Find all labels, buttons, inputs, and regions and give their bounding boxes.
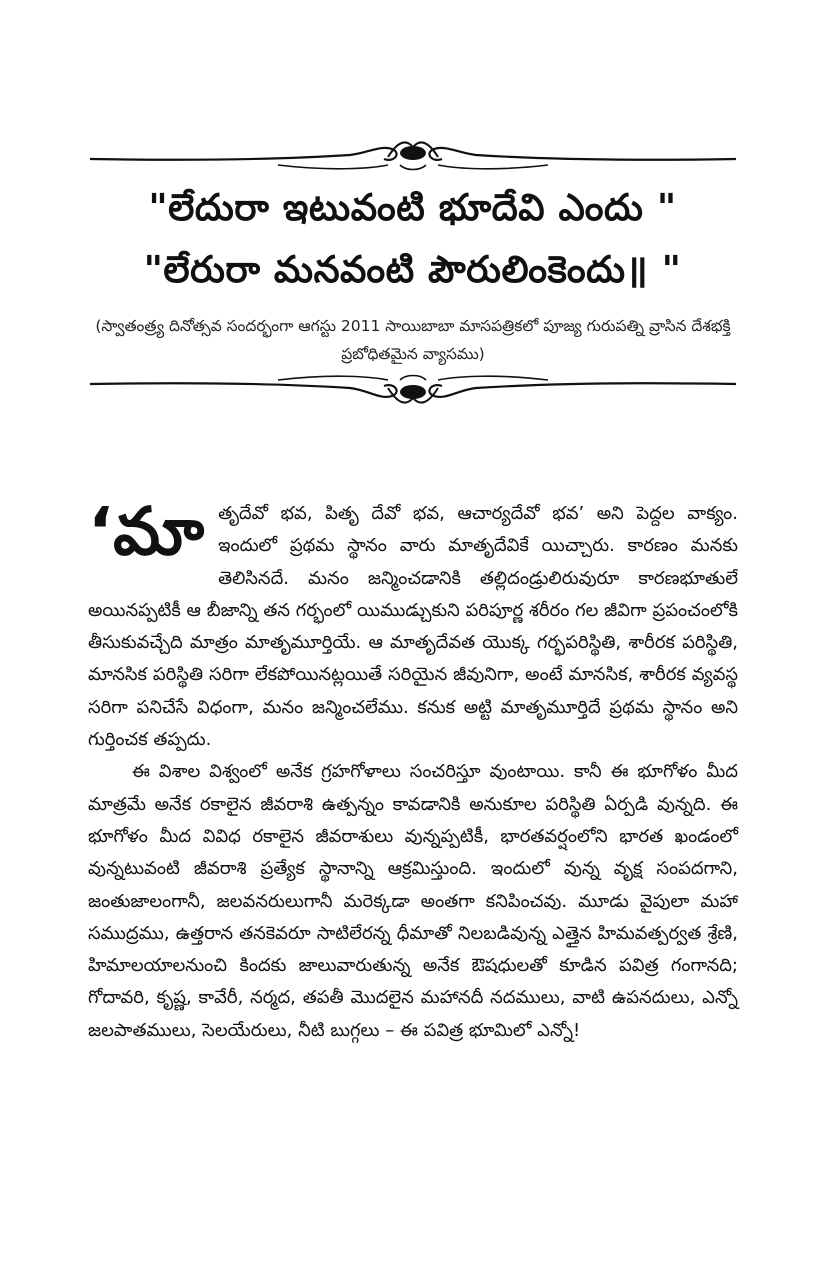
subtitle-note: (స్వాతంత్ర్య దినోత్సవ సందర్భంగా ఆగస్టు 2011 సాయిబాబా మాసపత్రికలో పూజ్య గురుపత్ని వ్రాసిన దేశభక్తి ప్రబోధితమైన వ్యాసము) [95,317,731,363]
bottom-ornament-divider [88,370,738,410]
title-line-2: "లేరురా మనవంటి పౌరులింకెందు॥ " [143,248,682,291]
paragraph-1 [88,493,738,756]
drop-cap: ‘మా [88,493,205,570]
article-body [88,493,738,1047]
paragraph-2: ఈ విశాల విశ్వంలో అనేక గ్రహగోళాలు సంచరిస్తూ వుంటాయి. కానీ ఈ భూగోళం మీద మాత్రమే అనేక రకాలైన జీవరాశి ఉత్పన్నం కావడానికి అనుకూల పరిస్థితి ఏర్పడి వున్నది. ఈ భూగోళం మీద వివిధ రకాలైన జీవరాశులు వున్నప్పటికీ, భారతవర్షంలోని భారత ఖండంలో వున్నటువంటి జీవరాశి ప్రత్యేక స్థానాన్ని ఆక్రమిస్తుంది. ఇందులో వున్న వృక్ష సంపదగాని, జంతుజాలంగానీ, జలవనరులుగానీ మరెక్కడా అంతగా కనిపించవు. మూడు వైపులా మహా సముద్రము, ఉత్తరాన తనకెవరూ సాటిలేరన్న ధీమాతో నిలబడివున్న ఎత్తైన హిమవత్పర్వత శ్రేణి, హిమాలయాలనుంచి కిందకు జాలువారుతున్న అనేక ఔషధులతో కూడిన పవిత్ర గంగానది; గోదావరి, కృష్ణ, కావేరీ, నర్మద, తపతీ మొదలైన మహానదీ నదములు, వాటి ఉపనదులు, ఎన్నో జలపాతములు, సెలయేరులు, నీటి బుగ్గలు – ఈ పవిత్ర భూమిలో ఎన్నో! [88,761,738,1041]
top-ornament-divider [88,135,738,175]
title-line-1: "లేదురా ఇటువంటి భూదేవి ఎందు " [148,186,677,229]
paragraph-1-text: తృదేవో భవ, పితృ దేవో భవ, ఆచార్యదేవో భవ’ అని పెద్దల వాక్యం. ఇందులో ప్రథమ స్థానం వారు మాతృదేవికే యిచ్చారు. కారణం మనకు తెలిసినదే. మనం జన్మించడానికి తల్లిదండ్రులిరువురూ కారణభూతులే అయినప్పటికీ ఆ బీజాన్ని తన గర్భంలో యిముడ్చుకుని పరిపూర్ణ శరీరం గల జీవిగా ప్రపంచంలోకి తీసుకువచ్చేది మాత్రం మాతృమూర్తియే. ఆ మాతృదేవత యొక్క గర్భపరిస్థితి, శారీరక పరిస్థితి, మానసిక పరిస్థితి సరిగా లేకపోయినట్లయితే సరియైన జీవునిగా, అంటే మానసిక, శారీరక వ్యవస్థ సరిగా పనిచేసే విధంగా, మనం జన్మించలేము. కనుక అట్టి మాతృమూర్తిదే ప్రథమ స్థానం అని గుర్తించక తప్పదు. [88,503,738,751]
